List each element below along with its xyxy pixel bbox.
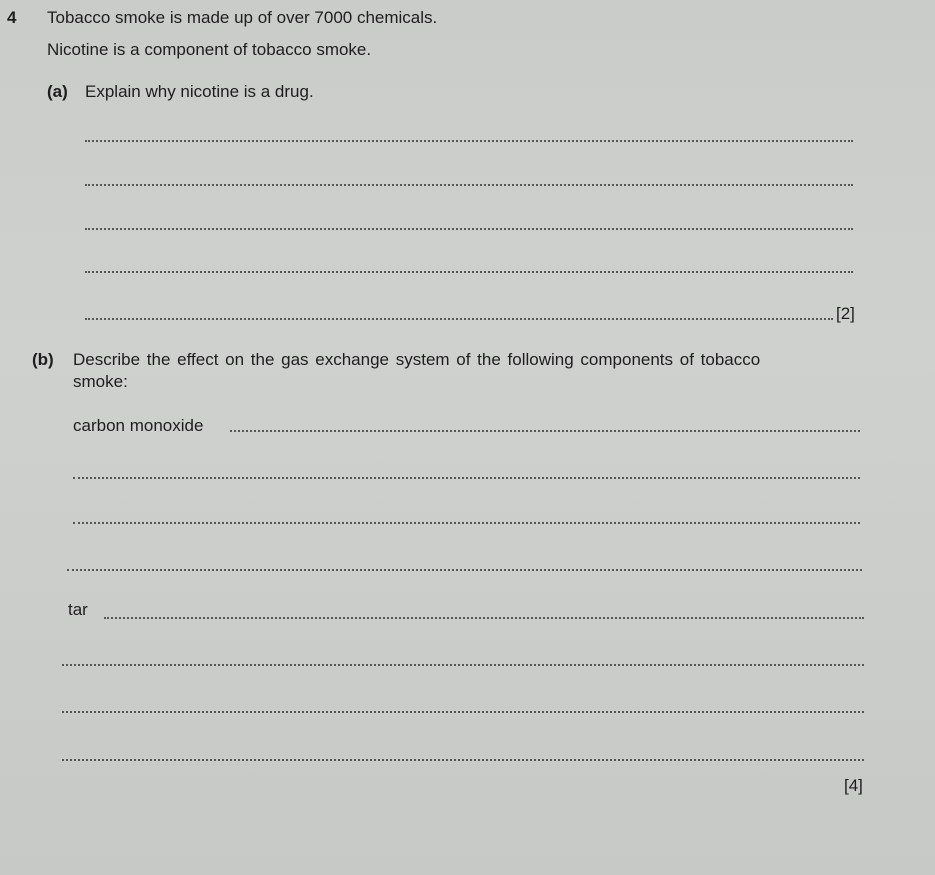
question-number: 4: [7, 8, 17, 27]
part-a-prompt: Explain why nicotine is a drug.: [85, 82, 314, 101]
answer-line-b4[interactable]: [67, 569, 862, 571]
answer-line-b8[interactable]: [62, 759, 864, 761]
answer-line-a1[interactable]: [85, 140, 853, 142]
part-a-label: (a): [47, 82, 68, 101]
answer-line-b1[interactable]: [230, 430, 860, 432]
intro-line-1: Tobacco smoke is made up of over 7000 chemicals.: [47, 8, 438, 27]
part-b-prompt-line-2: smoke:: [73, 372, 128, 391]
answer-line-a2[interactable]: [85, 184, 853, 186]
part-b-marks: [4]: [844, 776, 863, 795]
part-a-marks: [2]: [836, 304, 855, 323]
answer-line-a4[interactable]: [85, 271, 853, 273]
component-tar: tar: [68, 600, 88, 619]
answer-line-a3[interactable]: [85, 228, 853, 230]
component-carbon-monoxide: carbon monoxide: [73, 416, 204, 435]
intro-line-2: Nicotine is a component of tobacco smoke.: [47, 40, 372, 59]
answer-line-b3[interactable]: [73, 522, 860, 524]
answer-line-a5[interactable]: [85, 318, 833, 320]
part-b-label: (b): [32, 350, 54, 369]
answer-line-b2[interactable]: [73, 477, 860, 479]
answer-line-b6[interactable]: [62, 664, 864, 666]
part-b-prompt-line-1: Describe the effect on the gas exchange system of the following components of tobacco: [73, 350, 761, 369]
answer-line-b7[interactable]: [62, 711, 864, 713]
answer-line-b5[interactable]: [104, 617, 864, 619]
